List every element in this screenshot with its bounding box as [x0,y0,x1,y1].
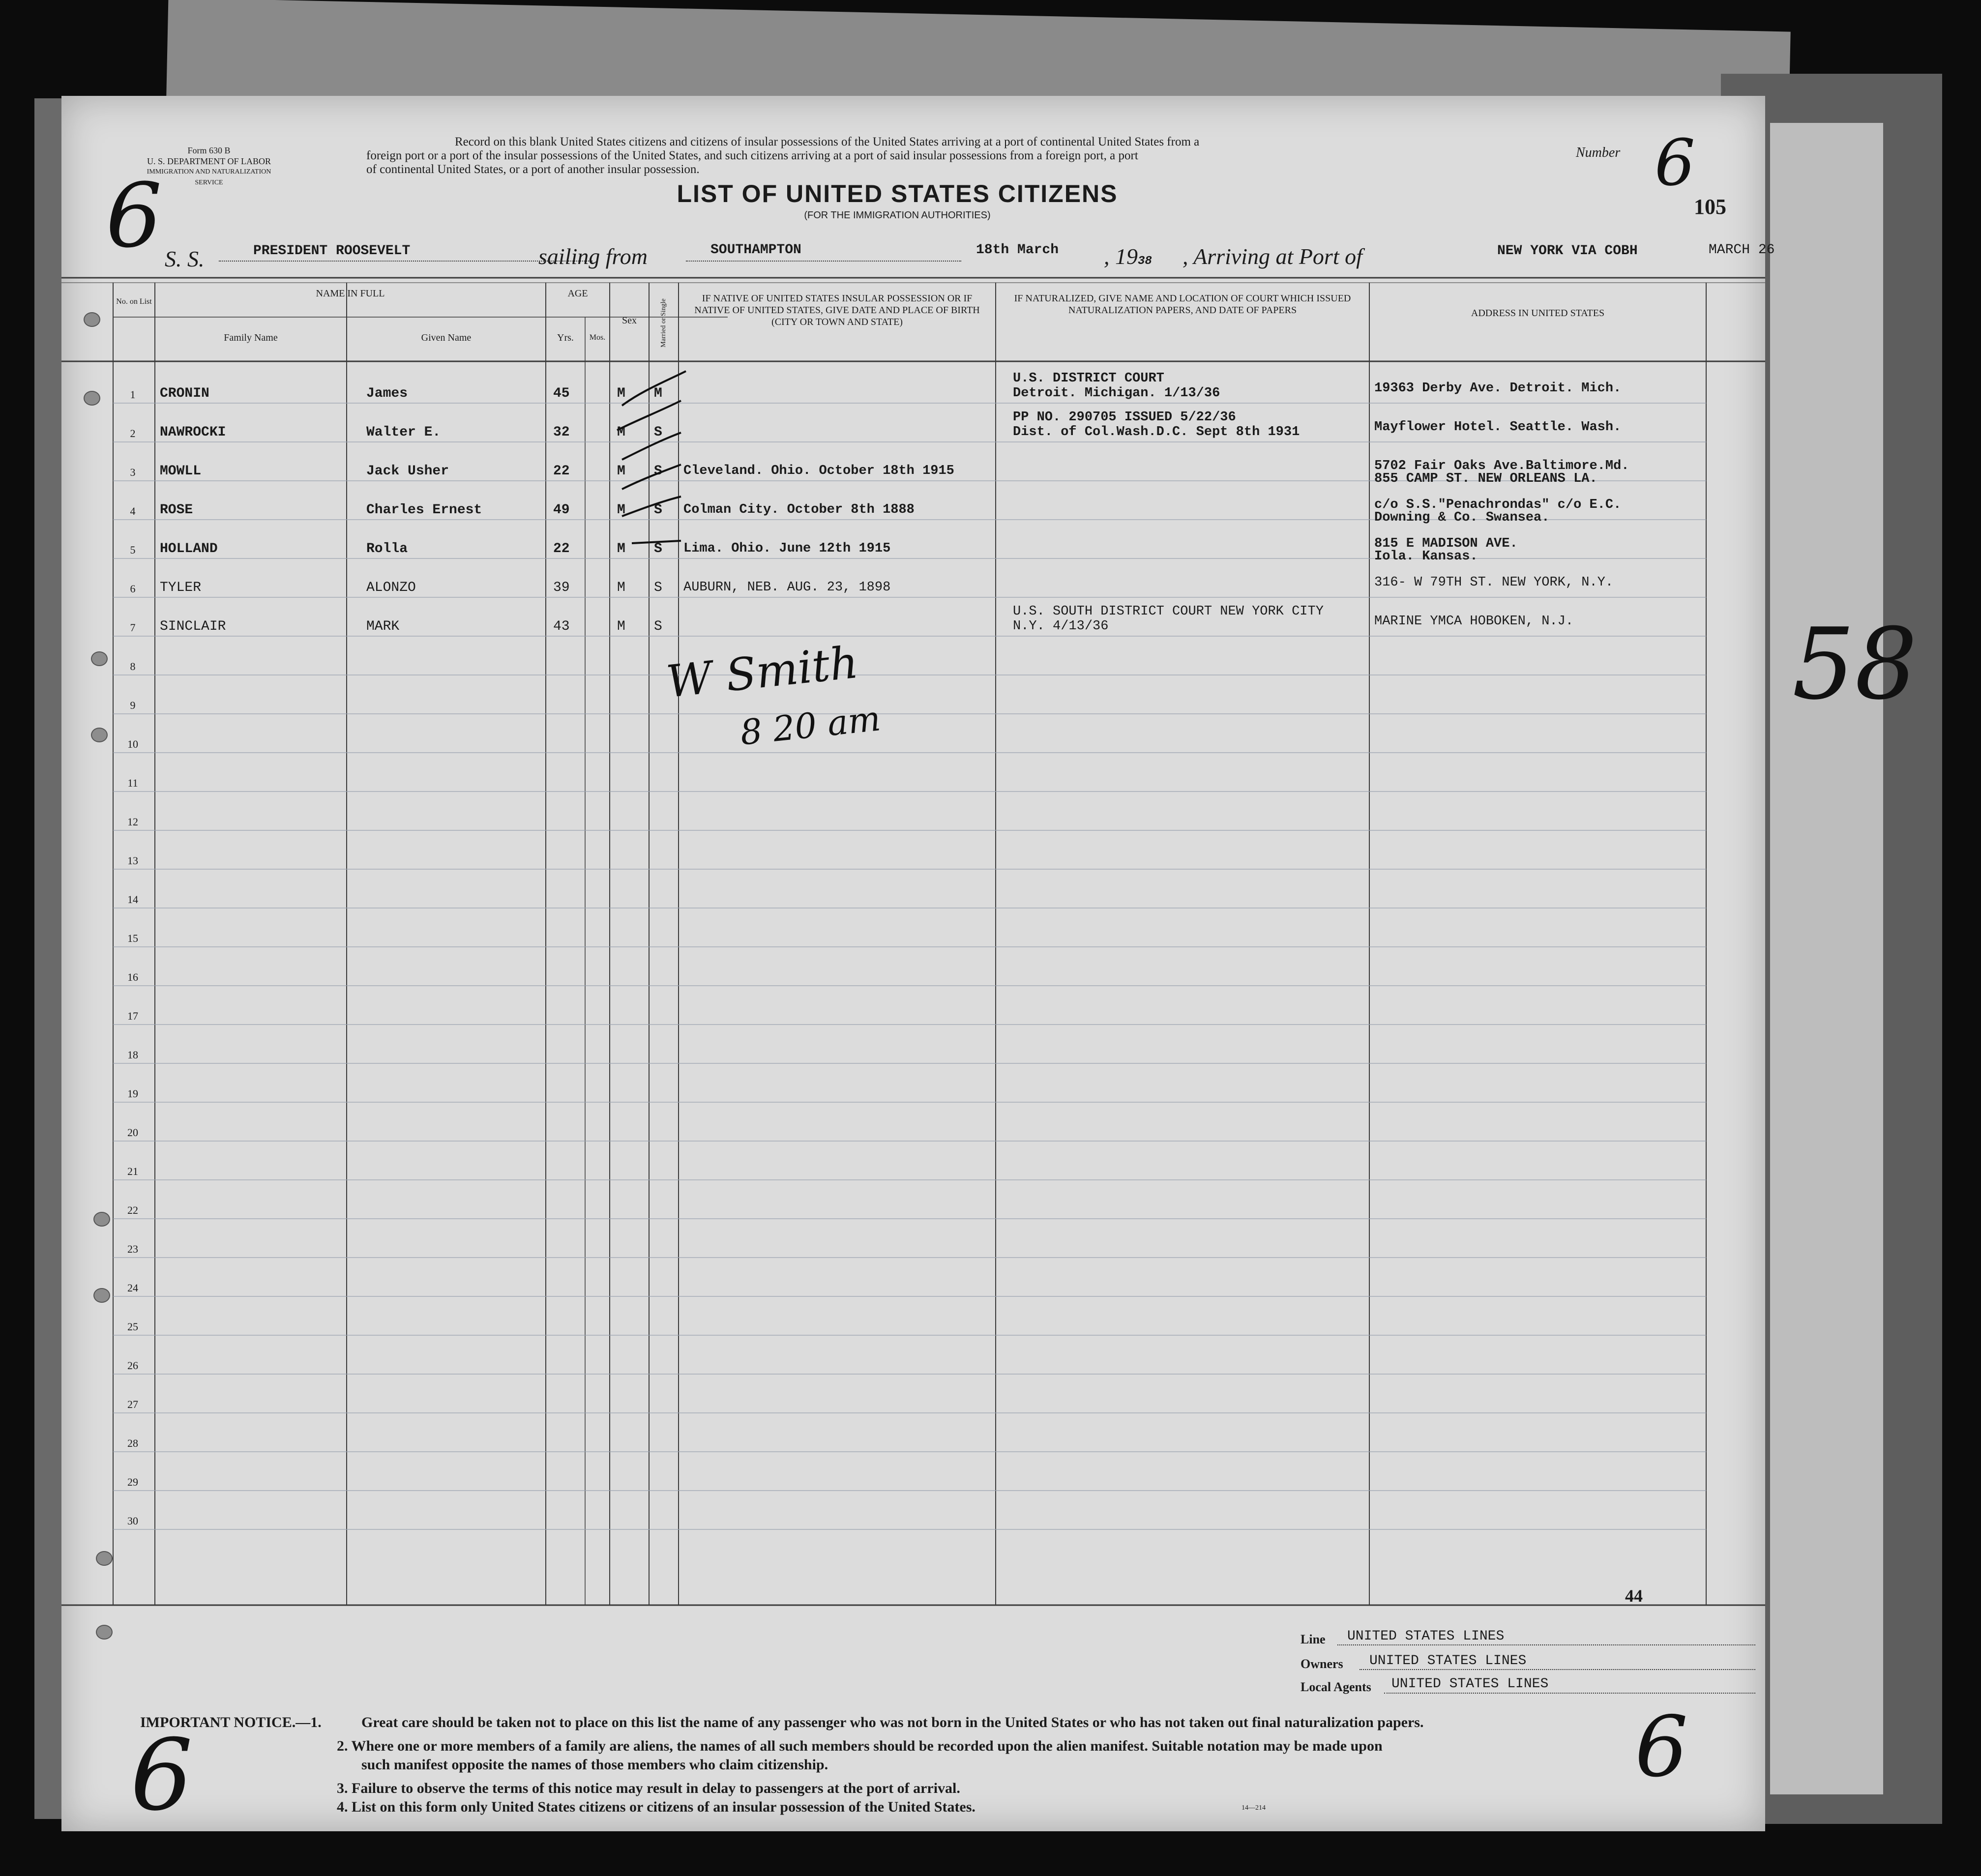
margin-number-right: 58 [1792,607,1918,722]
age-cell: 39 [553,580,570,595]
row-number: 8 [130,660,136,673]
row-number: 11 [127,777,138,789]
page-title: LIST OF UNITED STATES CITIZENS [677,180,1118,207]
handwritten-signature: W Smith [664,636,861,708]
row-number: 20 [127,1126,138,1139]
address-cell-cont: 855 CAMP ST. NEW ORLEANS LA. [1374,471,1597,486]
row-number: 1 [130,388,136,401]
from-port: SOUTHAMPTON [710,242,801,258]
address-cell: 316- W 79TH ST. NEW YORK, N.Y. [1374,575,1614,590]
stamp-number: 105 [1694,195,1726,219]
row-number: 9 [130,699,136,711]
row-number: 26 [127,1359,138,1372]
manifest-page [61,96,1918,1833]
form-line: IMMIGRATION AND NATURALIZATION SERVICE [147,168,271,186]
agents-label: Local Agents [1301,1680,1371,1694]
age-cell: 32 [553,425,570,440]
line-label: Line [1301,1632,1326,1646]
notice-2: 2. Where one or more members of a family are aliens, the names of all such members should be recorded upon the alien manifest. Suitable notation may be made upon [337,1738,1383,1754]
col-header-yrs: Yrs. [557,332,574,343]
row-number: 21 [127,1165,138,1177]
given-name-cell: MARK [366,619,400,634]
agents-underline [1384,1693,1755,1694]
punch-hole [91,728,108,742]
row-number: 6 [130,583,136,595]
row-number: 2 [130,427,136,440]
address-cell: 5702 Fair Oaks Ave.Baltimore.Md. [1374,459,1629,473]
naturalization-court-cell: U.S. SOUTH DISTRICT COURT NEW YORK CITY [1013,604,1324,619]
row-number: 16 [127,971,138,983]
row-number: 10 [127,738,138,750]
age-cell: 45 [553,386,570,401]
handwritten-time: 8 20 am [738,698,883,753]
table-grid [61,96,1765,1831]
address-cell: 19363 Derby Ave. Detroit. Mich. [1374,381,1622,396]
family-name-cell: HOLLAND [160,541,218,557]
notice-4: 4. List on this form only United States citizens or citizens of an insular possession of the United States. [337,1799,976,1815]
sex-cell: M [617,580,625,595]
row-number: 3 [130,466,136,478]
marital-status-cell: S [654,580,662,595]
row-number: 7 [130,621,136,634]
handwritten-checkmarks [602,342,701,587]
row-number: 19 [127,1087,138,1100]
notice-2-cont: such manifest opposite the names of those members who claim citizenship. [361,1757,828,1773]
given-name-cell: Walter E. [366,425,441,440]
family-name-cell: SINCLAIR [160,619,226,634]
address-cell: 815 E MADISON AVE. [1374,536,1518,551]
naturalization-date-cell: N.Y. 4/13/36 [1013,619,1109,634]
naturalization-court-cell: PP NO. 290705 ISSUED 5/22/36 [1013,410,1236,425]
given-name-cell: James [366,386,408,401]
col-header-married: Married or Single [660,298,667,348]
col-header-family: Family Name [224,332,278,343]
row-number: 12 [127,816,138,828]
family-name-cell: CRONIN [160,386,209,401]
row-number: 27 [127,1398,138,1410]
row-number: 24 [127,1282,138,1294]
sex-cell: M [617,386,625,401]
owners-value: UNITED STATES LINES [1369,1653,1527,1669]
bottom-right-number: 6 [1635,1699,1688,1796]
number-label: Number [1576,145,1621,160]
col-header-age: AGE [567,288,588,299]
punch-hole [91,651,108,666]
col-header-birth: IF NATIVE OF UNITED STATES INSULAR POSSESSION OR IF NATIVE OF UNITED STATES, GIVE DATE AND PLACE OF BIRTH (CITY OR TOWN AND STATE) [694,293,980,327]
year-prefix: , 19 [1104,244,1138,269]
birth-cell: Cleveland. Ohio. October 18th 1915 [683,464,954,478]
address-cell: c/o S.S."Penachrondas" c/o E.C. [1374,498,1622,512]
form-line: Form 630 B [187,146,231,155]
sailing-label: sailing from [538,244,648,269]
row-number: 23 [127,1243,138,1255]
notice-3: 3. Failure to observe the terms of this notice may result in delay to passengers at the port of arrival. [337,1780,960,1796]
background-sheet [1770,123,1883,1794]
col-header-naturalized: IF NATURALIZED, GIVE NAME AND LOCATION OF COURT WHICH ISSUED NATURALIZATION PAPERS, AND DATE OF PAPERS [1014,293,1351,316]
age-cell: 43 [553,619,570,634]
age-cell: 22 [553,541,570,557]
punch-hole [93,1288,110,1303]
address-cell-cont: Iola. Kansas. [1374,549,1478,564]
given-name-cell: Charles Ernest [366,502,482,518]
family-name-cell: NAWROCKI [160,425,226,440]
punch-hole [93,1212,110,1227]
address-cell-cont: Downing & Co. Swansea. [1374,510,1550,525]
form-line: U. S. DEPARTMENT OF LABOR [147,156,271,166]
family-name-cell: ROSE [160,502,193,518]
line-value: UNITED STATES LINES [1347,1629,1505,1644]
marital-status-cell: S [654,502,662,518]
page-total: 44 [1625,1586,1643,1606]
sex-cell: M [617,541,625,557]
arrival-port: NEW YORK VIA COBH [1497,243,1638,259]
row-number: 28 [127,1437,138,1449]
record-line: of continental United States, or a port of another insular possession. [366,163,700,176]
sex-cell: M [617,502,625,518]
row-number: 25 [127,1320,138,1333]
col-header-name: NAME IN FULL [316,288,385,299]
col-header-given: Given Name [421,332,472,343]
row-number: 4 [130,505,136,517]
sailing-date: 18th March [976,242,1059,258]
sex-cell: M [617,464,625,479]
ship-name: PRESIDENT ROOSEVELT [253,243,411,259]
age-cell: 49 [553,502,570,518]
marital-status-cell: S [654,464,662,479]
address-cell: Mayflower Hotel. Seattle. Wash. [1374,420,1622,435]
punch-hole [84,391,100,406]
marital-status-cell: S [654,425,662,440]
row-number: 13 [127,854,138,867]
punch-hole [84,312,100,327]
birth-cell: Lima. Ohio. June 12th 1915 [683,541,891,556]
naturalization-date-cell: Dist. of Col.Wash.D.C. Sept 8th 1931 [1013,425,1300,440]
birth-cell: AUBURN, NEB. AUG. 23, 1898 [683,580,891,595]
marital-status-cell: S [654,619,662,634]
age-cell: 22 [553,464,570,479]
naturalization-date-cell: Detroit. Michigan. 1/13/36 [1013,386,1220,401]
col-header-address: ADDRESS IN UNITED STATES [1471,308,1605,319]
arrival-date: MARCH 26 [1709,242,1775,258]
sex-cell: M [617,425,625,440]
row-number: 17 [127,1010,138,1022]
number-value: 6 [1655,125,1695,200]
record-line: foreign port or a port of the insular possessions of the United States, and such citizens arriving at a port of said insular possessions from a foreign port, a port [366,149,1138,162]
page-subtitle: (FOR THE IMMIGRATION AUTHORITIES) [804,210,991,221]
ss-label: S. S. [165,246,205,271]
given-name-cell: ALONZO [366,580,416,595]
col-header-mos: Mos. [589,333,606,342]
col-header-sex: Sex [622,315,637,326]
sex-cell: M [617,619,625,634]
row-number: 14 [127,893,138,906]
row-number: 18 [127,1049,138,1061]
punch-hole [96,1551,113,1566]
naturalization-court-cell: U.S. DISTRICT COURT [1013,371,1164,386]
margin-number: 6 [106,165,162,267]
arriving-label: , Arriving at Port of [1183,244,1362,269]
row-number: 29 [127,1476,138,1488]
row-number: 15 [127,932,138,944]
family-name-cell: TYLER [160,580,202,595]
punch-hole [96,1625,113,1640]
row-number: 22 [127,1204,138,1216]
marital-status-cell: S [654,541,662,557]
agents-value: UNITED STATES LINES [1391,1676,1549,1692]
address-cell: MARINE YMCA HOBOKEN, N.J. [1374,614,1574,629]
given-name-cell: Rolla [366,541,408,557]
family-name-cell: MOWLL [160,464,202,479]
line-underline [1337,1644,1755,1645]
birth-cell: Colman City. October 8th 1888 [683,502,915,517]
year-suffix: 38 [1138,255,1152,268]
bottom-left-number: 6 [130,1718,193,1833]
row-number: 5 [130,544,136,556]
row-number: 30 [127,1515,138,1527]
owners-label: Owners [1301,1657,1343,1671]
marital-status-cell: M [654,386,662,401]
owners-underline [1360,1669,1755,1670]
col-header-no: No. on List [116,297,152,306]
notice-1: Great care should be taken not to place on this list the name of any passenger who was not born in the United States or who has not taken out final naturalization papers. [361,1714,1424,1730]
given-name-cell: Jack Usher [366,464,449,479]
print-code: 14—214 [1242,1804,1266,1812]
record-line: Record on this blank United States citizens and citizens of insular possessions of the United States arriving at a port of continental United States from a [455,135,1200,148]
notice-label: IMPORTANT NOTICE.—1. [140,1714,322,1730]
